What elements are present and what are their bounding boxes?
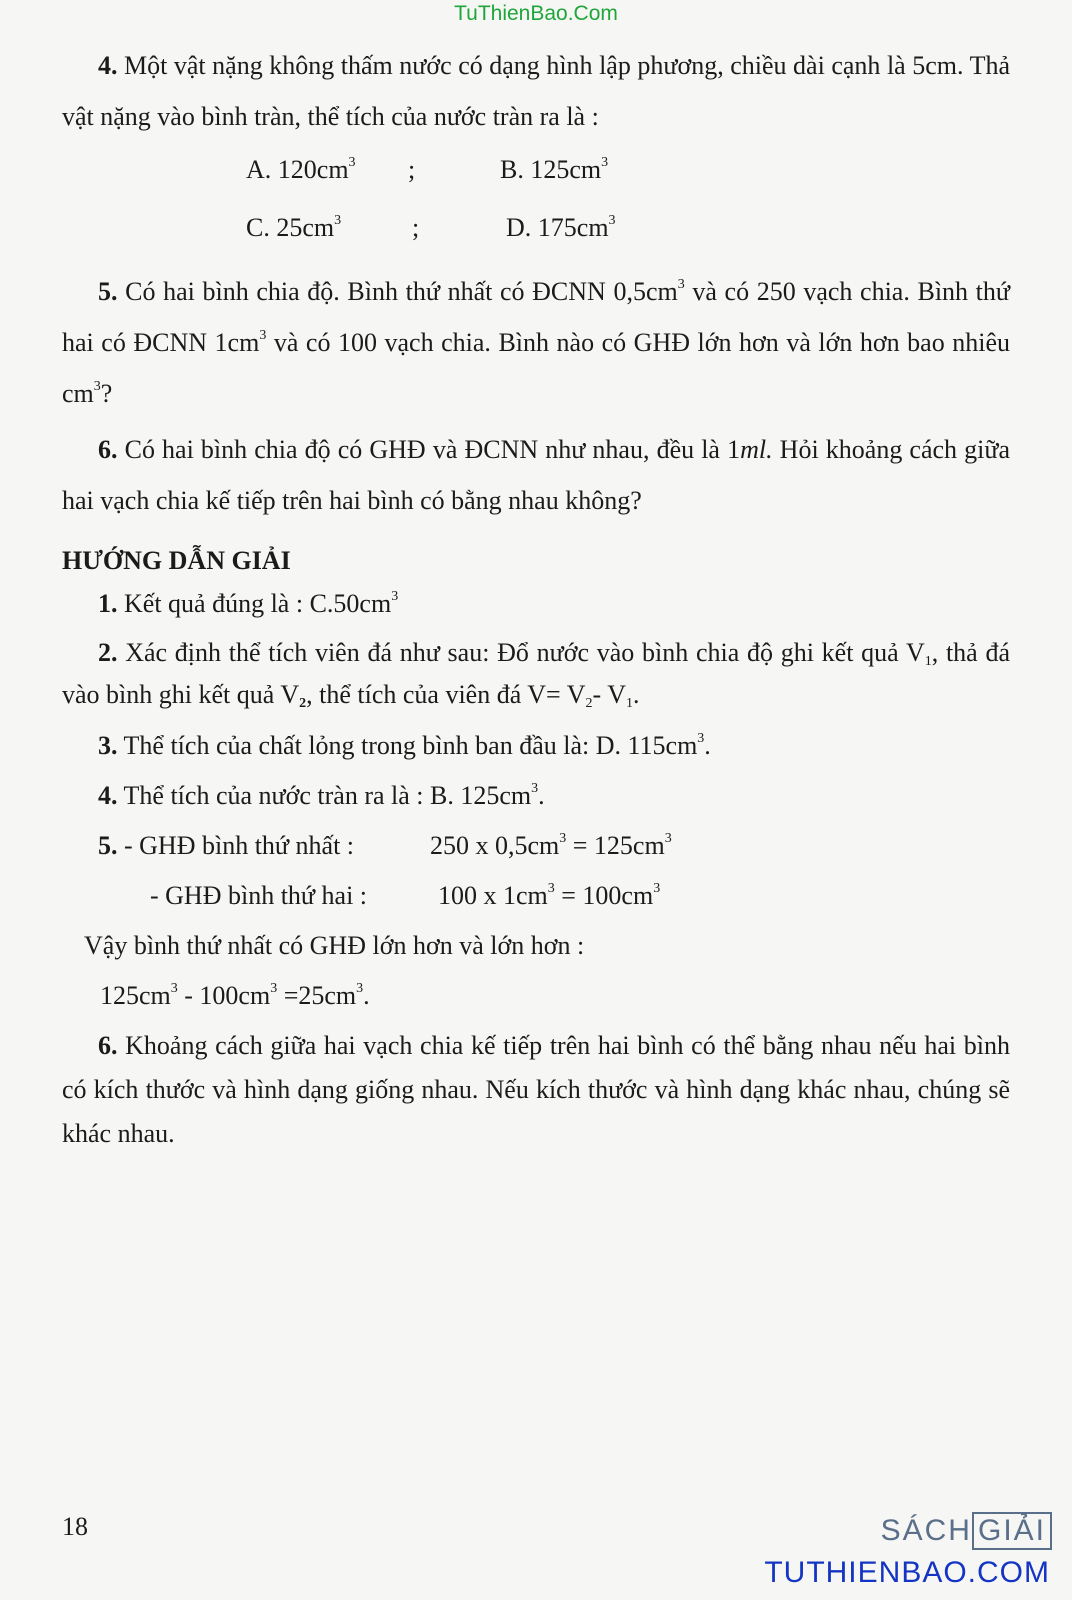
answer-2-text-1: Xác định thể tích viên đá như sau: Đổ nước vào bình chia độ ghi kết quả V bbox=[117, 638, 925, 667]
answer-4-end: . bbox=[538, 781, 545, 810]
option-b bbox=[500, 150, 608, 190]
question-4-number: 4. bbox=[98, 51, 118, 80]
answer-5-line-3: Vậy bình thứ nhất có GHĐ lớn hơn và lớn hơn : bbox=[84, 931, 585, 960]
exponent: 3 bbox=[93, 379, 101, 394]
question-5-text-3: và có 100 vạch chia. Bình nào có GHĐ lớn hơn và lớn hơn bao nhiêu cm bbox=[62, 328, 1010, 408]
answer-2: 2. Xác định thể tích viên đá như sau: Đổ nước vào bình chia độ ghi kết quả $V_1$, thả đá vào bình ghi kết quả $V_2$, thể tích của viên đá $V= V_2-$ $V_1$. bbox=[62, 638, 1010, 711]
exponent: 3 bbox=[259, 328, 267, 343]
exponent: 3 bbox=[677, 277, 685, 292]
question-6-text-2: Hỏi khoảng cách giữa hai vạch chia kế tiếp trên hai bình có bằng nhau không? bbox=[62, 435, 1010, 515]
logo-left-text: SÁCH bbox=[880, 1514, 972, 1547]
question-5 bbox=[62, 266, 1010, 419]
answer-4-number: 4. bbox=[98, 781, 118, 810]
answer-5-l4-b: - 100cm bbox=[177, 981, 271, 1010]
section-heading: HƯỚNG DẪN GIẢI bbox=[62, 546, 291, 575]
answer-4 bbox=[98, 776, 545, 816]
exponent: 3 bbox=[559, 831, 567, 846]
answer-2-text-3: , thể tích của viên đá V= V bbox=[306, 680, 586, 709]
watermark-top: TuThienBao.Com bbox=[454, 2, 618, 25]
answer-4-text: Thể tích của nước tràn ra là : B. 125cm bbox=[117, 781, 532, 810]
answer-3-end: . bbox=[704, 731, 711, 760]
answer-1 bbox=[98, 584, 398, 624]
answer-5-label-1: - GHĐ bình thứ nhất : bbox=[117, 831, 355, 860]
answer-3 bbox=[98, 726, 711, 766]
exponent: 3 bbox=[170, 981, 178, 996]
option-b-text: B. 125cm bbox=[500, 155, 602, 184]
answer-5-result-1: = 125cm bbox=[566, 831, 665, 860]
answer-2-text-2: , thả đá vào bình ghi kết quả V bbox=[62, 638, 1010, 709]
exponent: 3 bbox=[270, 981, 278, 996]
answer-5-l4-a: 125cm bbox=[100, 981, 171, 1010]
option-a bbox=[246, 150, 356, 190]
option-c-exponent: 3 bbox=[334, 213, 342, 228]
answer-2-number: 2. bbox=[98, 638, 118, 667]
watermark-bottom: TUTHIENBAO.COM bbox=[764, 1556, 1050, 1589]
option-c-text: C. 25cm bbox=[246, 213, 335, 242]
answer-5-l4-d: . bbox=[363, 981, 370, 1010]
answer-6 bbox=[62, 1024, 1010, 1156]
question-5-text-4: ? bbox=[100, 379, 113, 408]
answer-5-calc-2-text: 100 x 1cm bbox=[438, 881, 548, 910]
answer-6-text: Khoảng cách giữa hai vạch chia kế tiếp trên hai bình có thể bằng nhau nếu hai bình có kích thước và hình dạng giống nhau. Nếu kích thước và hình dạng khác nhau, chúng sẽ khác nhau. bbox=[62, 1031, 1010, 1148]
option-c bbox=[246, 208, 341, 248]
answer-5-line-1 bbox=[98, 826, 354, 866]
answer-5-label-2: - GHĐ bình thứ hai : bbox=[150, 881, 368, 910]
logo-box-text: GIẢI bbox=[972, 1512, 1052, 1550]
answer-3-number: 3. bbox=[98, 731, 118, 760]
answer-5-calc-1 bbox=[430, 826, 672, 866]
question-5-text-2: và có 250 vạch chia. Bình thứ hai có ĐCNN 1cm bbox=[62, 277, 1010, 357]
option-separator-2: ; bbox=[412, 213, 420, 242]
answer-5-calc-2 bbox=[438, 876, 660, 916]
question-5-text-1: Có hai bình chia độ. Bình thứ nhất có ĐCNN 0,5cm bbox=[117, 277, 678, 306]
question-6-text-1: Có hai bình chia độ có GHĐ và ĐCNN như nhau, đều là 1 bbox=[117, 435, 741, 464]
option-separator-1: ; bbox=[408, 155, 416, 184]
answer-5-result-2: = 100cm bbox=[554, 881, 654, 910]
exponent: 3 bbox=[356, 981, 364, 996]
option-d-text: D. 175cm bbox=[506, 213, 609, 242]
option-a-exponent: 3 bbox=[348, 155, 356, 170]
answer-6-number: 6. bbox=[98, 1031, 118, 1060]
question-4 bbox=[62, 40, 1010, 142]
question-5-number: 5. bbox=[98, 277, 118, 306]
answer-5-number: 5. bbox=[98, 831, 118, 860]
answer-2-text-4: - V bbox=[592, 680, 626, 709]
answer-5-line-2 bbox=[150, 876, 367, 916]
answer-3-text: Thể tích của chất lỏng trong bình ban đầu là: D. 115cm bbox=[117, 731, 698, 760]
answer-1-text: Kết quả đúng là : C.50cm bbox=[117, 589, 392, 618]
exponent: 3 bbox=[531, 781, 539, 796]
option-b-exponent: 3 bbox=[601, 155, 609, 170]
answer-5-line-4 bbox=[100, 976, 370, 1016]
question-4-text: Một vật nặng không thấm nước có dạng hình lập phương, chiều dài cạnh là 5cm. Thả vật nặng vào bình tràn, thể tích của nước tràn ra là : bbox=[62, 51, 1010, 131]
question-6-unit: ml. bbox=[740, 435, 773, 464]
exponent: 3 bbox=[664, 831, 672, 846]
exponent: 3 bbox=[547, 881, 555, 896]
answer-1-number: 1. bbox=[98, 589, 118, 618]
exponent: 3 bbox=[391, 589, 399, 604]
option-d-exponent: 3 bbox=[608, 213, 616, 228]
question-6-number: 6. bbox=[98, 435, 118, 464]
answer-5-calc-1-text: 250 x 0,5cm bbox=[430, 831, 560, 860]
sachgiai-logo bbox=[881, 1512, 1052, 1550]
answer-2-text-5: . bbox=[633, 680, 640, 709]
exponent: 3 bbox=[697, 731, 705, 746]
option-a-text: A. 120cm bbox=[246, 155, 349, 184]
option-d bbox=[506, 208, 616, 248]
question-6 bbox=[62, 424, 1010, 526]
page-number: 18 bbox=[62, 1512, 88, 1541]
exponent: 3 bbox=[653, 881, 661, 896]
answer-5-l4-c: =25cm bbox=[277, 981, 357, 1010]
